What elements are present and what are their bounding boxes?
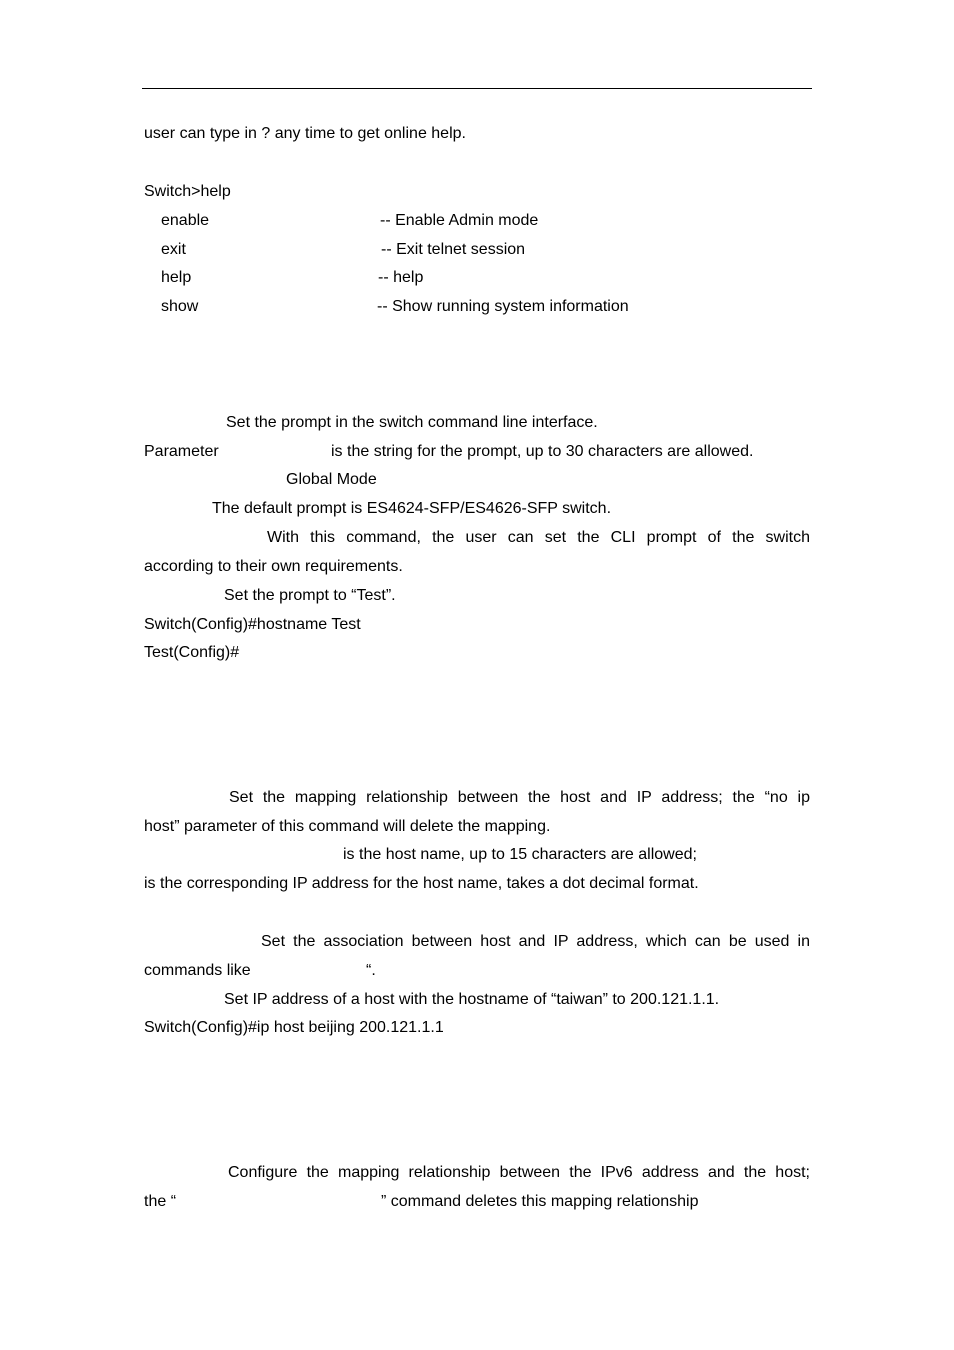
help-prompt: Switch>help — [144, 183, 231, 200]
ipv6host-function-line2-suffix: ” command deletes this mapping relationship — [381, 1193, 699, 1210]
hostname-usage-line2: according to their own requirements. — [144, 558, 403, 575]
iphost-param-line1: is the host name, up to 15 characters are allowed; — [343, 846, 697, 863]
hostname-usage-line1: With this command, the user can set the CLI prompt of the switch — [267, 529, 810, 546]
ipv6host-function-line2-prefix: the “ — [144, 1193, 177, 1210]
iphost-param-line2: is the corresponding IP address for the host name, takes a dot decimal format. — [144, 875, 699, 892]
hostname-example-cmd2: Test(Config)# — [144, 644, 240, 661]
iphost-usage-line1: Set the association between host and IP address, which can be used in — [261, 933, 810, 950]
intro-text: user can type in ? any time to get online help. — [144, 125, 466, 142]
hostname-param-label: Parameter — [144, 443, 219, 460]
iphost-example-cmd: Switch(Config)#ip host beijing 200.121.1.1 — [144, 1019, 444, 1036]
help-desc-show: -- Show running system information — [377, 298, 629, 315]
hostname-example-desc: Set the prompt to “Test”. — [224, 587, 396, 604]
help-desc-help: -- help — [378, 269, 424, 286]
help-desc-exit: -- Exit telnet session — [381, 241, 526, 258]
hostname-mode: Global Mode — [286, 471, 377, 488]
hostname-example-cmd1: Switch(Config)#hostname Test — [144, 616, 361, 633]
ipv6host-function-line1: Configure the mapping relationship between the IPv6 address and the host; — [228, 1164, 810, 1181]
iphost-usage-line2-suffix: “. — [366, 962, 376, 979]
iphost-example-desc: Set IP address of a host with the hostname of “taiwan” to 200.121.1.1. — [224, 991, 720, 1008]
hostname-function: Set the prompt in the switch command line interface. — [226, 414, 598, 431]
hostname-param-text: is the string for the prompt, up to 30 characters are allowed. — [331, 443, 754, 460]
hostname-default: The default prompt is ES4624-SFP/ES4626-SFP switch. — [212, 500, 612, 517]
help-desc-enable: -- Enable Admin mode — [380, 212, 539, 229]
iphost-function-line2: host” parameter of this command will delete the mapping. — [144, 818, 551, 835]
help-cmd-show: show — [161, 298, 199, 315]
help-cmd-help: help — [161, 269, 192, 286]
iphost-function-line1: Set the mapping relationship between the host and IP address; the “no ip — [229, 789, 810, 806]
header-rule — [142, 88, 812, 89]
iphost-usage-line2-prefix: commands like — [144, 962, 251, 979]
help-cmd-exit: exit — [161, 241, 186, 258]
help-cmd-enable: enable — [161, 212, 210, 229]
